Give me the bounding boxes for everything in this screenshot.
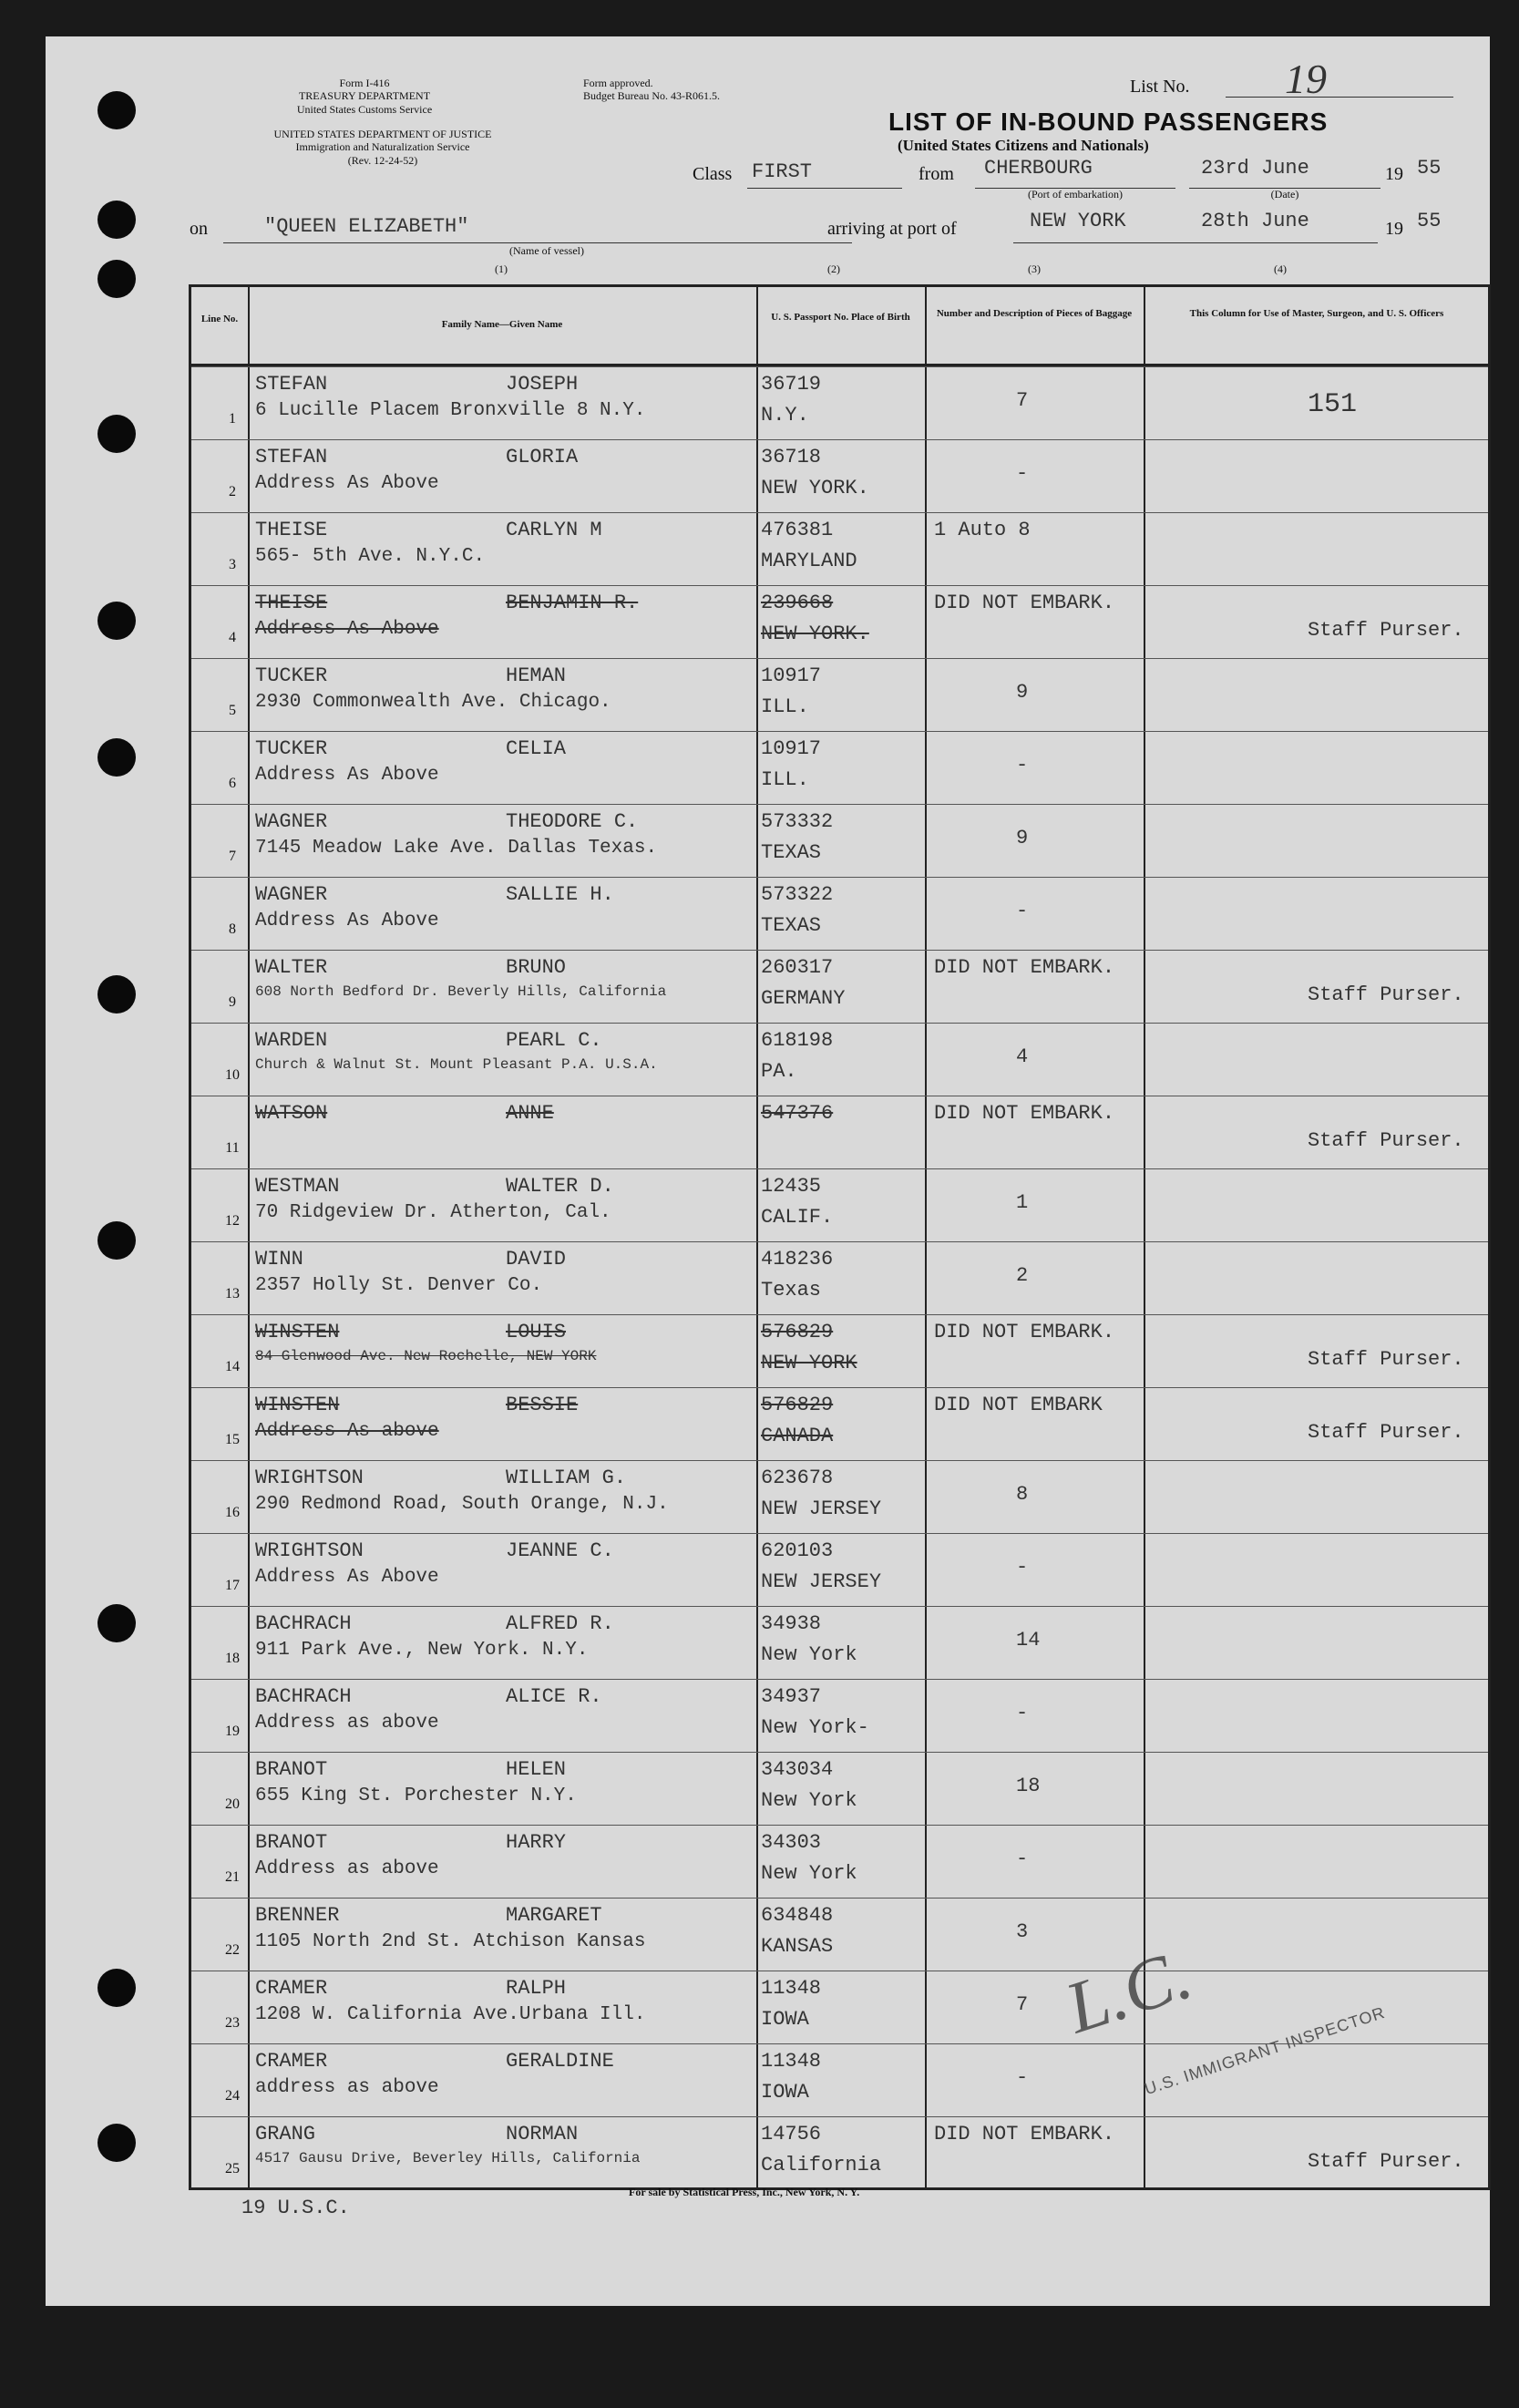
family-name: THEISE bbox=[255, 592, 328, 614]
line-number: 18 bbox=[225, 1651, 240, 1666]
table-row bbox=[191, 804, 1488, 879]
table-row bbox=[191, 585, 1488, 660]
customs-service: United States Customs Service bbox=[296, 102, 433, 116]
vessel-name: "QUEEN ELIZABETH" bbox=[264, 215, 469, 238]
line-number: 11 bbox=[225, 1140, 240, 1156]
baggage: - bbox=[1016, 754, 1029, 777]
column-caption-4: (4) bbox=[1274, 262, 1287, 275]
punch-hole bbox=[98, 2124, 136, 2162]
family-name: BRANOT bbox=[255, 1831, 328, 1854]
inspector-signature: L.C. bbox=[1056, 1933, 1201, 2050]
punch-hole bbox=[98, 91, 136, 129]
given-name: CELIA bbox=[506, 737, 567, 760]
table-row bbox=[191, 1168, 1488, 1243]
passport-number: 620103 bbox=[761, 1539, 834, 1562]
address: Address as above bbox=[255, 1713, 439, 1734]
baggage: 7 bbox=[1016, 1993, 1029, 2016]
baggage: DID NOT EMBARK. bbox=[934, 1321, 1115, 1343]
place-of-birth: California bbox=[761, 2154, 882, 2176]
passport-number: 573322 bbox=[761, 883, 834, 906]
officer-note: Staff Purser. bbox=[1308, 983, 1464, 1006]
address: 608 North Bedford Dr. Beverly Hills, California bbox=[255, 983, 667, 1000]
passport-number: 343034 bbox=[761, 1758, 834, 1781]
family-name: TUCKER bbox=[255, 664, 328, 687]
table-row bbox=[191, 1533, 1488, 1608]
line-number: 5 bbox=[229, 703, 236, 718]
line-number: 25 bbox=[225, 2161, 240, 2176]
address: 6 Lucille Placem Bronxville 8 N.Y. bbox=[255, 400, 646, 421]
header-name: Family Name—Given Name bbox=[441, 319, 563, 330]
address: Address As Above bbox=[255, 765, 439, 786]
line-number: 12 bbox=[225, 1213, 240, 1229]
inspector-stamp: U.S. IMMIGRANT INSPECTOR bbox=[1142, 2002, 1388, 2099]
family-name: WATSON bbox=[255, 1102, 328, 1125]
punch-hole bbox=[98, 1604, 136, 1642]
baggage: DID NOT EMBARK bbox=[934, 1394, 1103, 1416]
baggage: 8 bbox=[1016, 1483, 1029, 1506]
place-of-birth: CALIF. bbox=[761, 1206, 834, 1229]
punch-hole bbox=[98, 415, 136, 453]
family-name: BRENNER bbox=[255, 1904, 340, 1927]
family-name: WINSTEN bbox=[255, 1394, 340, 1416]
given-name: HARRY bbox=[506, 1831, 567, 1854]
header-baggage: Number and Description of Pieces of Baggage bbox=[936, 308, 1133, 319]
address: Church & Walnut St. Mount Pleasant P.A. U.S.A. bbox=[255, 1056, 658, 1073]
arrival-date: 28th June bbox=[1201, 210, 1309, 232]
table-row bbox=[191, 1606, 1488, 1681]
baggage: 14 bbox=[1016, 1629, 1041, 1652]
family-name: WRIGHTSON bbox=[255, 1466, 364, 1489]
baggage: 9 bbox=[1016, 827, 1029, 849]
table-row bbox=[191, 1387, 1488, 1462]
family-name: GRANG bbox=[255, 2123, 316, 2146]
line-number: 6 bbox=[229, 776, 236, 791]
officer-note: Staff Purser. bbox=[1308, 1348, 1464, 1371]
baggage: 2 bbox=[1016, 1264, 1029, 1287]
table-row bbox=[191, 1898, 1488, 1972]
page-subtitle: (United States Citizens and Nationals) bbox=[898, 137, 1149, 154]
passport-number: 14756 bbox=[761, 2123, 822, 2146]
passport-number: 11348 bbox=[761, 1977, 822, 2000]
class-label: Class bbox=[693, 164, 733, 184]
passport-number: 34937 bbox=[761, 1685, 822, 1708]
baggage: 7 bbox=[1016, 389, 1029, 412]
baggage: - bbox=[1016, 1702, 1029, 1724]
family-name: WINN bbox=[255, 1248, 303, 1271]
address: 4517 Gausu Drive, Beverley Hills, California bbox=[255, 2150, 641, 2166]
passport-number: 623678 bbox=[761, 1466, 834, 1489]
family-name: BRANOT bbox=[255, 1758, 328, 1781]
address: 2930 Commonwealth Ave. Chicago. bbox=[255, 692, 611, 713]
given-name: CARLYN M bbox=[506, 519, 602, 541]
table-row bbox=[191, 1023, 1488, 1097]
address: Address as above bbox=[255, 1858, 439, 1879]
address: Address As Above bbox=[255, 619, 439, 640]
line-number: 7 bbox=[229, 849, 236, 864]
from-label: from bbox=[919, 164, 954, 184]
place-of-birth: New York bbox=[761, 1643, 857, 1666]
address: 1105 North 2nd St. Atchison Kansas bbox=[255, 1931, 646, 1952]
family-name: CRAMER bbox=[255, 1977, 328, 2000]
place-of-birth: GERMANY bbox=[761, 987, 846, 1010]
place-of-birth: NEW YORK bbox=[761, 1352, 857, 1374]
place-of-birth: PA. bbox=[761, 1060, 797, 1083]
list-no-label: List No. bbox=[1130, 77, 1190, 97]
passport-number: 34303 bbox=[761, 1831, 822, 1854]
place-of-birth: NEW YORK. bbox=[761, 623, 869, 645]
given-name: SALLIE H. bbox=[506, 883, 614, 906]
given-name: JEANNE C. bbox=[506, 1539, 614, 1562]
place-of-birth: Texas bbox=[761, 1279, 822, 1302]
baggage: - bbox=[1016, 1847, 1029, 1870]
address: 565- 5th Ave. N.Y.C. bbox=[255, 546, 486, 567]
family-name: TUCKER bbox=[255, 737, 328, 760]
line-number: 13 bbox=[225, 1286, 240, 1302]
passenger-table bbox=[189, 284, 1491, 2190]
address: 911 Park Ave., New York. N.Y. bbox=[255, 1640, 589, 1661]
passport-number: 476381 bbox=[761, 519, 834, 541]
family-name: WARDEN bbox=[255, 1029, 328, 1052]
table-row bbox=[191, 1241, 1488, 1316]
given-name: JOSEPH bbox=[506, 373, 579, 396]
form-number: Form I-416 bbox=[339, 77, 390, 89]
address: 70 Ridgeview Dr. Atherton, Cal. bbox=[255, 1202, 611, 1223]
table-row bbox=[191, 1096, 1488, 1170]
year-prefix: 19 bbox=[1385, 164, 1403, 184]
given-name: WALTER D. bbox=[506, 1175, 614, 1198]
column-caption-1: (1) bbox=[495, 262, 508, 275]
officer-note: Staff Purser. bbox=[1308, 619, 1464, 642]
passport-number: 418236 bbox=[761, 1248, 834, 1271]
place-of-birth: TEXAS bbox=[761, 914, 822, 937]
line-number: 16 bbox=[225, 1505, 240, 1520]
address: Address As Above bbox=[255, 911, 439, 931]
given-name: BRUNO bbox=[506, 956, 567, 979]
line-number: 20 bbox=[225, 1796, 240, 1812]
officer-note: Staff Purser. bbox=[1308, 2150, 1464, 2173]
footer-printer: For sale by Statistical Press, Inc., New York, N. Y. bbox=[629, 2186, 860, 2198]
family-name: WAGNER bbox=[255, 883, 328, 906]
line-number: 1 bbox=[229, 411, 236, 427]
given-name: ALICE R. bbox=[506, 1685, 602, 1708]
passport-number: 36719 bbox=[761, 373, 822, 396]
punch-hole bbox=[98, 260, 136, 298]
place-of-birth: TEXAS bbox=[761, 841, 822, 864]
address: 2357 Holly St. Denver Co. bbox=[255, 1275, 543, 1296]
place-of-birth: New York bbox=[761, 1789, 857, 1812]
line-number: 22 bbox=[225, 1942, 240, 1958]
line-number: 3 bbox=[229, 557, 236, 572]
passport-number: 36718 bbox=[761, 446, 822, 468]
baggage: 9 bbox=[1016, 681, 1029, 704]
on-label: on bbox=[190, 219, 208, 239]
arrival-port: NEW YORK bbox=[1030, 210, 1126, 232]
table-row bbox=[191, 2043, 1488, 2118]
passport-number: 260317 bbox=[761, 956, 834, 979]
address: 290 Redmond Road, South Orange, N.J. bbox=[255, 1494, 669, 1515]
table-row bbox=[191, 366, 1488, 441]
place-of-birth: IOWA bbox=[761, 2008, 809, 2031]
table-row bbox=[191, 1314, 1488, 1389]
line-number: 15 bbox=[225, 1432, 240, 1447]
baggage: - bbox=[1016, 900, 1029, 922]
punch-hole bbox=[98, 201, 136, 239]
baggage: DID NOT EMBARK. bbox=[934, 592, 1115, 614]
port-of-embarkation: CHERBOURG bbox=[984, 157, 1093, 180]
embarkation-date: 23rd June bbox=[1201, 157, 1309, 180]
given-name: PEARL C. bbox=[506, 1029, 602, 1052]
table-row bbox=[191, 1460, 1488, 1535]
given-name: LOUIS bbox=[506, 1321, 567, 1343]
passport-number: 11348 bbox=[761, 2050, 822, 2073]
table-row bbox=[191, 731, 1488, 806]
address: 1208 W. California Ave.Urbana Ill. bbox=[255, 2004, 646, 2025]
given-name: MARGARET bbox=[506, 1904, 602, 1927]
given-name: GLORIA bbox=[506, 446, 579, 468]
line-number: 10 bbox=[225, 1067, 240, 1083]
punch-hole bbox=[98, 1969, 136, 2007]
given-name: WILLIAM G. bbox=[506, 1466, 627, 1489]
table-row bbox=[191, 439, 1488, 514]
place-of-birth: ILL. bbox=[761, 695, 809, 718]
baggage: - bbox=[1016, 462, 1029, 485]
baggage: DID NOT EMBARK. bbox=[934, 956, 1115, 979]
family-name: WRIGHTSON bbox=[255, 1539, 364, 1562]
list-number: 19 bbox=[1285, 56, 1327, 102]
passport-number: 576829 bbox=[761, 1321, 834, 1343]
passport-number: 547376 bbox=[761, 1102, 834, 1125]
address: 7145 Meadow Lake Ave. Dallas Texas. bbox=[255, 838, 658, 859]
place-of-birth: N.Y. bbox=[761, 404, 809, 427]
place-of-birth: New York- bbox=[761, 1716, 869, 1739]
column-caption-2: (2) bbox=[827, 262, 840, 275]
given-name: BENJAMIN R. bbox=[506, 592, 639, 614]
family-name: THEISE bbox=[255, 519, 328, 541]
baggage: - bbox=[1016, 2066, 1029, 2089]
family-name: CRAMER bbox=[255, 2050, 328, 2073]
given-name: RALPH bbox=[506, 1977, 567, 2000]
passport-number: 10917 bbox=[761, 737, 822, 760]
line-number: 19 bbox=[225, 1724, 240, 1739]
baggage: 3 bbox=[1016, 1920, 1029, 1943]
baggage: 1 bbox=[1016, 1191, 1029, 1214]
baggage: DID NOT EMBARK. bbox=[934, 1102, 1115, 1125]
officer-note: 151 bbox=[1308, 389, 1358, 420]
line-number: 8 bbox=[229, 921, 236, 937]
baggage: 1 Auto 8 bbox=[934, 519, 1031, 541]
passport-number: 576829 bbox=[761, 1394, 834, 1416]
page-title: LIST OF IN-BOUND PASSENGERS bbox=[888, 108, 1329, 136]
line-number: 2 bbox=[229, 484, 236, 499]
header-line-no: Line No. bbox=[200, 314, 239, 324]
line-number: 14 bbox=[225, 1359, 240, 1374]
given-name: ANNE bbox=[506, 1102, 554, 1125]
budget-bureau: Budget Bureau No. 43-R061.5. bbox=[583, 89, 720, 103]
passport-number: 573332 bbox=[761, 810, 834, 833]
address: address as above bbox=[255, 2077, 439, 2098]
passport-number: 239668 bbox=[761, 592, 834, 614]
family-name: BACHRACH bbox=[255, 1685, 352, 1708]
place-of-birth: New York bbox=[761, 1862, 857, 1885]
place-of-birth: KANSAS bbox=[761, 1935, 834, 1958]
baggage: 4 bbox=[1016, 1045, 1029, 1068]
place-of-birth: NEW YORK. bbox=[761, 477, 869, 499]
family-name: BACHRACH bbox=[255, 1612, 352, 1635]
family-name: WAGNER bbox=[255, 810, 328, 833]
header-officer-use: This Column for Use of Master, Surgeon, and U. S. Officers bbox=[1189, 308, 1444, 319]
punch-hole bbox=[98, 602, 136, 640]
line-number: 21 bbox=[225, 1869, 240, 1885]
vessel-caption: (Name of vessel) bbox=[509, 244, 584, 257]
line-number: 23 bbox=[225, 2015, 240, 2031]
given-name: NORMAN bbox=[506, 2123, 579, 2146]
treasury-department: TREASURY DEPARTMENT bbox=[298, 89, 431, 103]
address: Address As Above bbox=[255, 1567, 439, 1588]
justice-department: UNITED STATES DEPARTMENT OF JUSTICE bbox=[273, 128, 492, 140]
given-name: BESSIE bbox=[506, 1394, 579, 1416]
passport-number: 12435 bbox=[761, 1175, 822, 1198]
punch-hole bbox=[98, 1221, 136, 1260]
baggage: DID NOT EMBARK. bbox=[934, 2123, 1115, 2146]
column-caption-3: (3) bbox=[1028, 262, 1041, 275]
embarkation-year: 55 bbox=[1417, 157, 1442, 180]
port-caption: (Port of embarkation) bbox=[1028, 188, 1123, 201]
family-name: WESTMAN bbox=[255, 1175, 340, 1198]
year-prefix-2: 19 bbox=[1385, 219, 1403, 239]
table-row bbox=[191, 950, 1488, 1024]
passport-number: 34938 bbox=[761, 1612, 822, 1635]
table-row bbox=[191, 2116, 1488, 2191]
line-number: 4 bbox=[229, 630, 236, 645]
baggage: - bbox=[1016, 1556, 1029, 1579]
punch-hole bbox=[98, 975, 136, 1014]
address: Address As above bbox=[255, 1421, 439, 1442]
officer-note: Staff Purser. bbox=[1308, 1421, 1464, 1444]
family-name: WINSTEN bbox=[255, 1321, 340, 1343]
given-name: ALFRED R. bbox=[506, 1612, 614, 1635]
given-name: DAVID bbox=[506, 1248, 567, 1271]
revision: (Rev. 12-24-52) bbox=[347, 153, 418, 167]
passport-number: 10917 bbox=[761, 664, 822, 687]
place-of-birth: IOWA bbox=[761, 2081, 809, 2104]
address: 84 Glenwood Ave. New Rochelle, NEW YORK bbox=[255, 1348, 597, 1364]
passport-number: 618198 bbox=[761, 1029, 834, 1052]
place-of-birth: MARYLAND bbox=[761, 550, 857, 572]
punch-hole bbox=[98, 738, 136, 777]
family-name: STEFAN bbox=[255, 373, 328, 396]
given-name: THEODORE C. bbox=[506, 810, 639, 833]
arriving-label: arriving at port of bbox=[827, 219, 957, 239]
table-row bbox=[191, 1679, 1488, 1754]
immigration-service: Immigration and Naturalization Service bbox=[295, 140, 470, 154]
line-number: 9 bbox=[229, 994, 236, 1010]
footer-statute: 19 U.S.C. bbox=[241, 2197, 350, 2219]
line-number: 17 bbox=[225, 1578, 240, 1593]
family-name: STEFAN bbox=[255, 446, 328, 468]
family-name: WALTER bbox=[255, 956, 328, 979]
place-of-birth: NEW JERSEY bbox=[761, 1497, 882, 1520]
place-of-birth: CANADA bbox=[761, 1425, 834, 1447]
baggage: 18 bbox=[1016, 1775, 1041, 1797]
table-row bbox=[191, 658, 1488, 733]
class-value: FIRST bbox=[752, 160, 813, 183]
given-name: HEMAN bbox=[506, 664, 567, 687]
table-row bbox=[191, 1752, 1488, 1827]
address: Address As Above bbox=[255, 473, 439, 494]
given-name: HELEN bbox=[506, 1758, 567, 1781]
passport-number: 634848 bbox=[761, 1904, 834, 1927]
officer-note: Staff Purser. bbox=[1308, 1129, 1464, 1152]
place-of-birth: ILL. bbox=[761, 768, 809, 791]
table-row bbox=[191, 1825, 1488, 1899]
given-name: GERALDINE bbox=[506, 2050, 614, 2073]
table-row bbox=[191, 877, 1488, 952]
table-row bbox=[191, 512, 1488, 587]
header-passport: U. S. Passport No. Place of Birth bbox=[771, 312, 910, 323]
place-of-birth: NEW JERSEY bbox=[761, 1570, 882, 1593]
address: 655 King St. Porchester N.Y. bbox=[255, 1785, 577, 1806]
arrival-year: 55 bbox=[1417, 210, 1442, 232]
form-approved: Form approved. bbox=[583, 77, 653, 89]
line-number: 24 bbox=[225, 2088, 240, 2104]
date-caption: (Date) bbox=[1270, 188, 1299, 201]
